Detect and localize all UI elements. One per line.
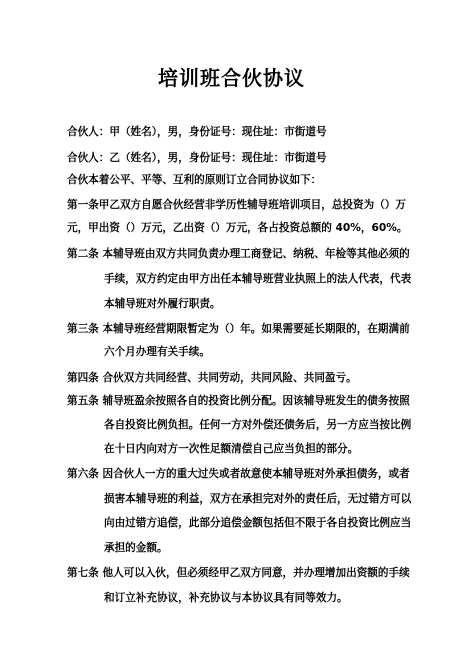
article-5-line-1: 第五条 辅导班盈余按照各自的投资比例分配。因该辅导班发生的债务按照 (67, 395, 410, 407)
article-2-line-2: 手续，双方约定由甲方出任本辅导班营业执照上的法人代表，代表 (104, 273, 412, 285)
article-3-line-2: 六个月办理有关手续。 (104, 346, 210, 358)
article-3-line-1: 第三条 本辅导班经营期限暂定为（）年。如果需要延长期限的，在期满前 (67, 323, 410, 335)
article-6-line-3: 向由过错方追偿，此部分追偿金额包括但不限于各自投资比例应当 (104, 517, 412, 529)
article-2-line-1: 第二条 本辅导班由双方共同负责办理工商登记、纳税、年检等其他必须的 (67, 248, 410, 260)
article-1-line-2: 元，甲出资（）万元，乙出资（）万元，各占投资总额的 40%，60%。 (67, 222, 408, 234)
article-5-line-2: 各自投资比例负担。任何一方对外偿还债务后，另一方应当按比例 (104, 419, 412, 431)
article-1-line-1: 第一条甲乙双方自愿合伙经营非学历性辅导班培训项目，总投资为（）万 (67, 199, 406, 211)
document-title: 培训班合伙协议 (158, 66, 305, 90)
article-6-line-2: 损害本辅导班的利益，双方在承担完对外的责任后，无过错方可以 (104, 493, 412, 505)
article-2-line-3: 本辅导班对外履行职责。 (104, 298, 221, 310)
article-4-line-1: 第四条 合伙双方共同经营、共同劳动，共同风险、共同盈亏。 (67, 372, 357, 384)
article-6-line-1: 第六条 因合伙人一方的重大过失或者故意使本辅导班对外承担债务，或者 (67, 468, 410, 480)
party-b-line: 合伙人：乙（姓名），男，身份证号：现住址：市街道号 (67, 152, 327, 164)
article-7-line-1: 第七条 他人可以入伙，但必须经甲乙双方同意，并办理增加出资额的手续 (67, 567, 410, 579)
article-7-line-2: 和订立补充协议，补充协议与本协议具有同等效力。 (104, 592, 348, 604)
article-5-line-3: 在十日内向对方一次性足额清偿自己应当负担的部分。 (104, 443, 359, 455)
party-a-line: 合伙人：甲（姓名），男，身份证号：现住址：市街道号 (67, 126, 327, 138)
article-6-line-4: 承担的金额。 (104, 542, 168, 554)
preamble-line: 合伙本着公平、平等、互利的原则订立合同协议如下： (67, 174, 322, 186)
